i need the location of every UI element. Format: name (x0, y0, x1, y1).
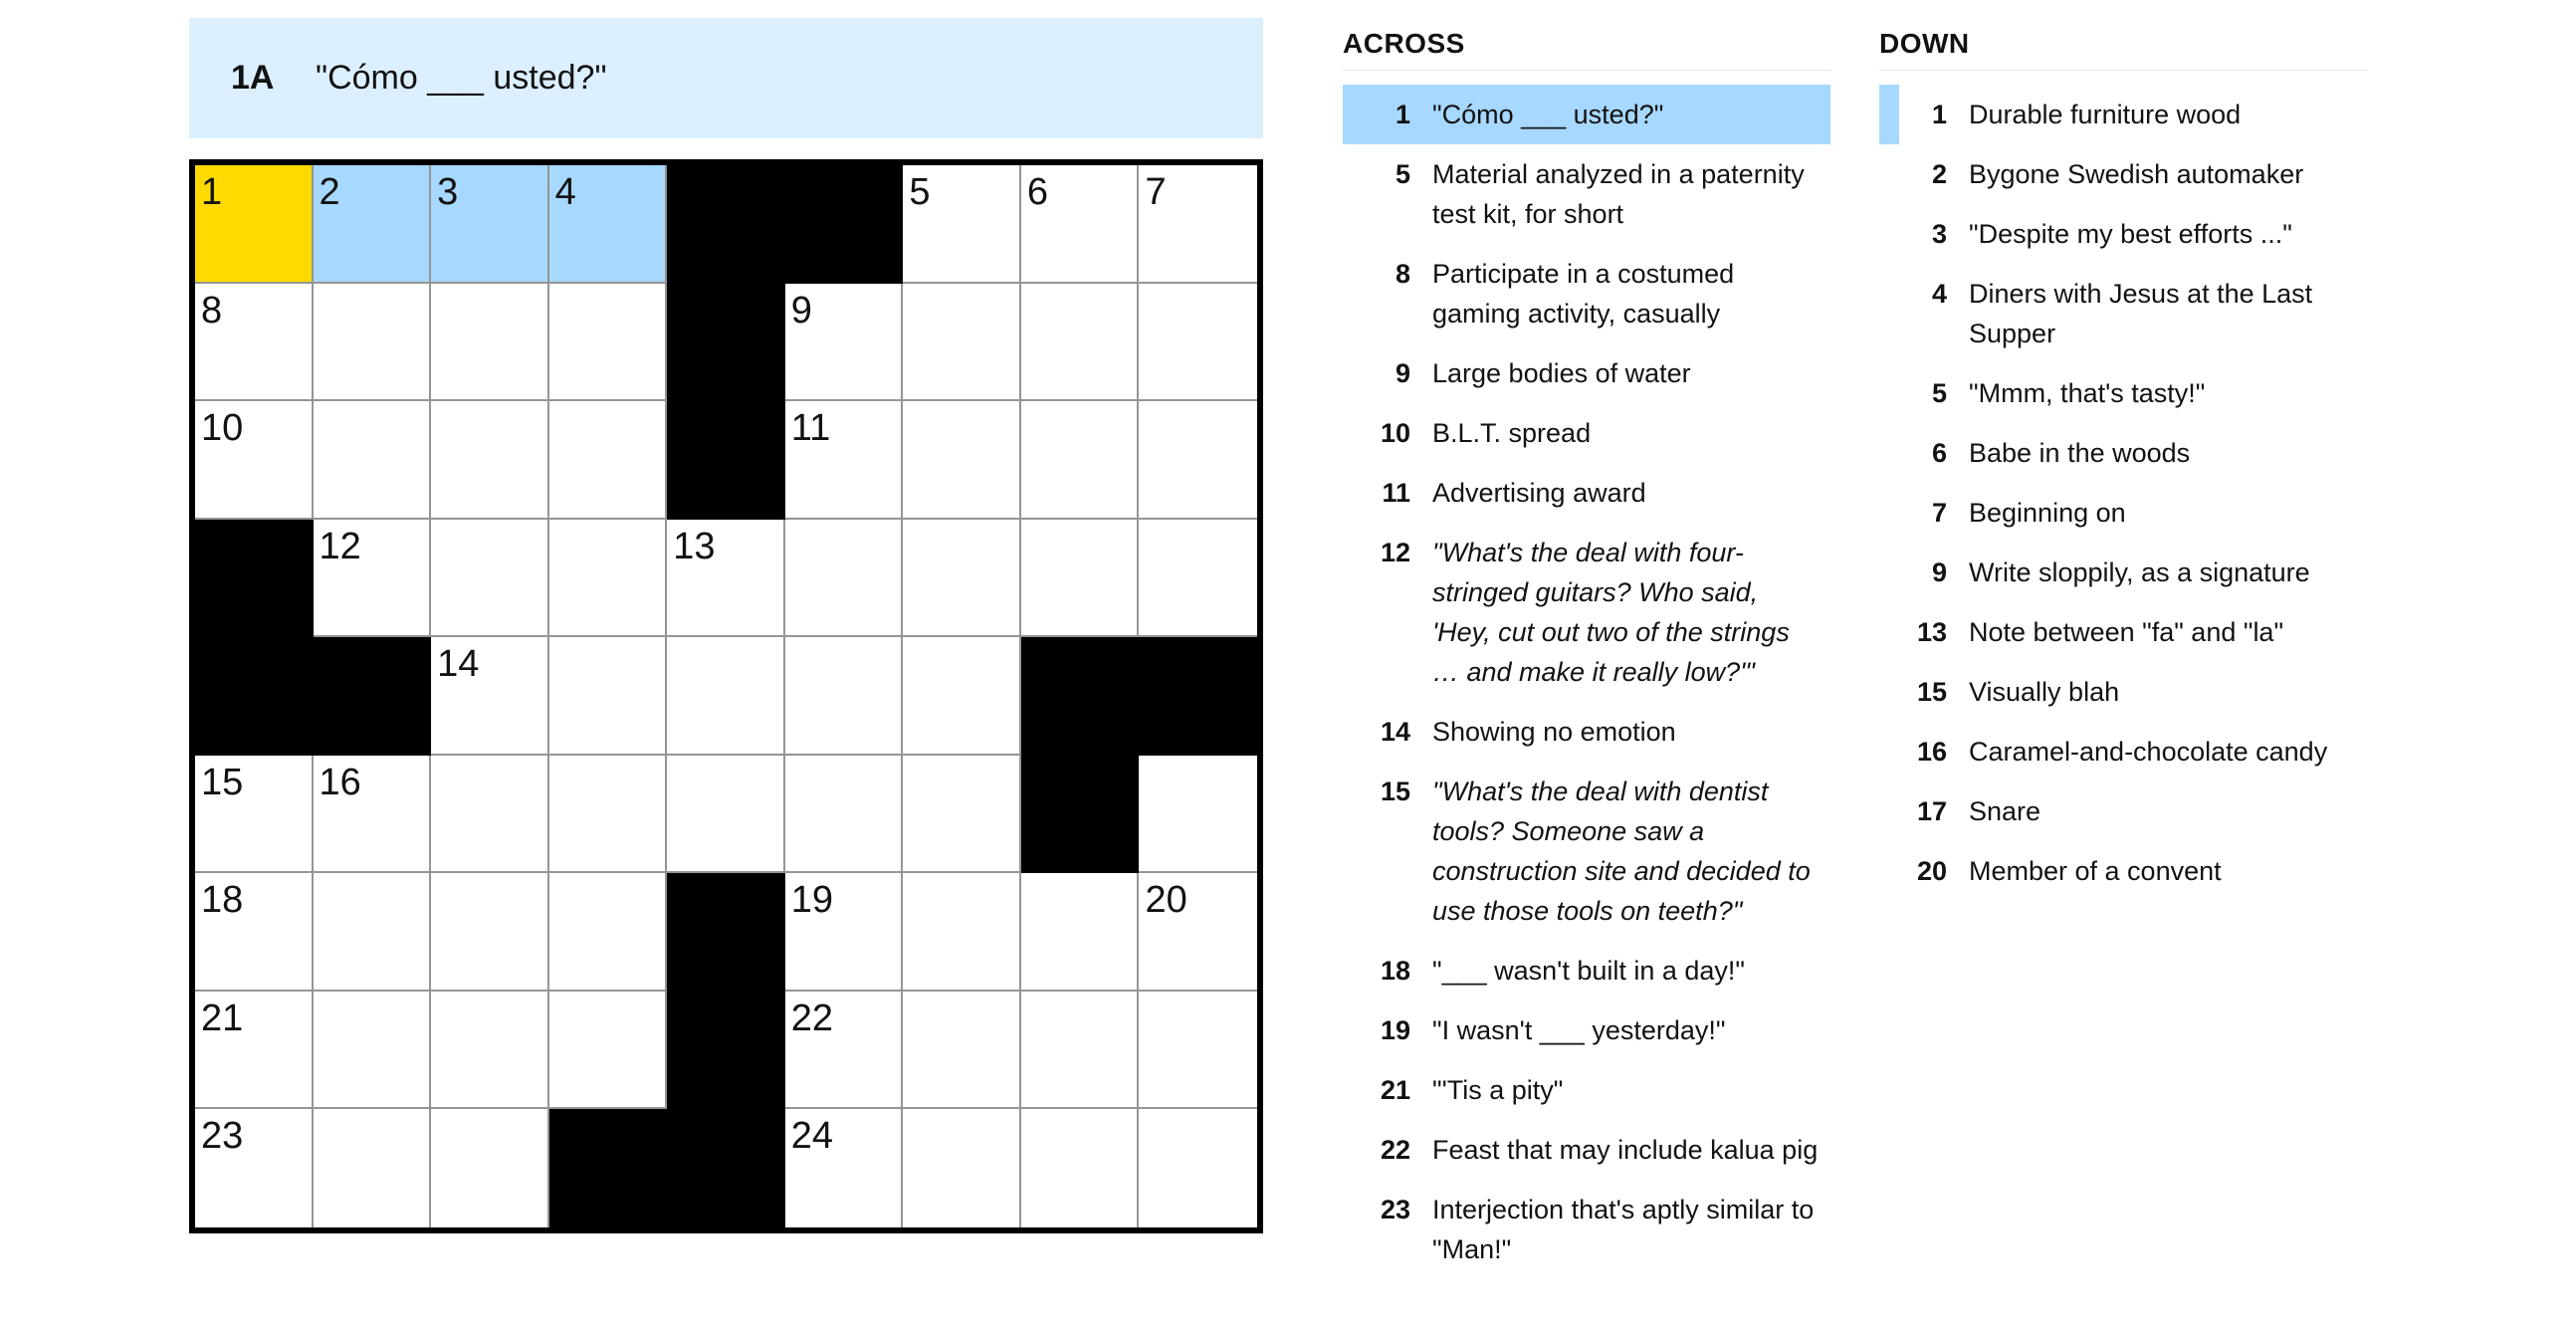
clue-text: Material analyzed in a paternity test kit, for short (1432, 159, 1805, 229)
down-clue-4[interactable] (1879, 264, 2367, 363)
clue-text: Write sloppily, as a signature (1969, 557, 2310, 587)
grid-cell[interactable] (1021, 1109, 1140, 1227)
clue-text: Caramel-and-chocolate candy (1969, 737, 2328, 767)
grid-cell[interactable] (667, 637, 785, 756)
across-clue-12[interactable] (1343, 523, 1830, 702)
grid-cell[interactable] (1021, 165, 1140, 284)
down-clue-1[interactable] (1879, 85, 2367, 144)
clue-number: 17 (1916, 796, 1947, 826)
cell-number: 16 (319, 761, 361, 803)
cell-number: 11 (790, 407, 831, 450)
clue-number: 12 (1380, 538, 1410, 567)
cell-number: 13 (673, 525, 716, 567)
clue-text: "Cómo ___ usted?" (1432, 100, 1664, 129)
grid-cell[interactable] (903, 637, 1021, 756)
cell-number: 22 (790, 997, 834, 1039)
current-clue-bar (189, 18, 1263, 138)
grid-cell[interactable] (785, 637, 904, 756)
black-square (1021, 637, 1140, 756)
black-square (667, 401, 785, 520)
down-clues (1879, 85, 2367, 901)
grid-cell[interactable] (785, 1109, 904, 1227)
clue-text: "What's the deal with four-stringed guitars? Who said, 'Hey, cut out two of the strings … and make it really low?'" (1432, 538, 1790, 687)
grid-cell[interactable] (785, 756, 904, 874)
black-square (1021, 756, 1140, 874)
down-clue-9[interactable] (1879, 543, 2367, 602)
grid-cell[interactable] (1139, 520, 1257, 638)
grid-cell[interactable] (549, 165, 668, 284)
across-clue-14[interactable] (1343, 702, 1830, 762)
grid-cell[interactable] (903, 401, 1021, 520)
clue-number: 16 (1916, 737, 1947, 767)
clue-text: Visually blah (1969, 677, 2120, 707)
grid-cell[interactable] (195, 992, 314, 1110)
down-clue-3[interactable] (1879, 204, 2367, 264)
clue-number: 20 (1916, 856, 1947, 886)
clue-number: 1 (1395, 100, 1410, 129)
grid-cell[interactable] (903, 992, 1021, 1110)
clue-number: 15 (1380, 776, 1410, 806)
grid-cell[interactable] (785, 284, 904, 402)
black-square (667, 992, 785, 1110)
clue-text: Large bodies of water (1432, 358, 1691, 388)
clue-number: 1 (1931, 100, 1947, 129)
grid-cell[interactable] (903, 520, 1021, 638)
clue-number: 4 (1931, 279, 1947, 309)
grid-cell[interactable] (431, 992, 549, 1110)
down-clue-20[interactable] (1879, 841, 2367, 901)
black-square (314, 637, 432, 756)
clue-text: Diners with Jesus at the Last Supper (1969, 279, 2313, 348)
cell-number: 15 (201, 761, 244, 803)
clue-text: "___ wasn't built in a day!" (1432, 956, 1746, 986)
cell-number: 4 (554, 171, 576, 213)
down-heading: DOWN (1879, 28, 2367, 71)
clue-text: "Despite my best efforts ..." (1969, 219, 2292, 249)
clue-number: 5 (1931, 378, 1947, 408)
grid-cell[interactable] (195, 401, 314, 520)
across-clue-10[interactable] (1343, 403, 1830, 463)
grid-cell[interactable] (1139, 756, 1257, 874)
grid-cell[interactable] (1139, 284, 1257, 402)
grid-cell[interactable] (903, 1109, 1021, 1227)
grid-cell[interactable] (1021, 992, 1140, 1110)
grid-cell[interactable] (195, 165, 314, 284)
grid-cell[interactable] (314, 992, 432, 1110)
clue-text: Interjection that's aptly similar to "Man!" (1432, 1195, 1815, 1264)
clue-number: 18 (1380, 956, 1410, 986)
down-clue-2[interactable] (1879, 144, 2367, 204)
clue-text: Member of a convent (1969, 856, 2222, 886)
cell-number: 8 (201, 289, 223, 332)
grid-cell[interactable] (195, 756, 314, 874)
across-clue-1[interactable] (1343, 85, 1830, 144)
grid-cell[interactable] (785, 520, 904, 638)
clue-number: 9 (1931, 557, 1947, 587)
clue-number: 8 (1395, 259, 1410, 289)
across-clue-19[interactable] (1343, 1000, 1830, 1060)
cell-number: 6 (1026, 171, 1049, 213)
grid-cell[interactable] (1021, 401, 1140, 520)
current-clue-number: 1A (231, 59, 275, 97)
clue-number: 22 (1380, 1135, 1410, 1165)
clue-number: 15 (1916, 677, 1947, 707)
grid-cell[interactable] (314, 165, 432, 284)
black-square (195, 520, 314, 638)
clue-number: 7 (1931, 498, 1947, 528)
grid-cell[interactable] (1021, 520, 1140, 638)
clue-text: "Mmm, that's tasty!" (1969, 378, 2206, 408)
clue-text: Advertising award (1432, 478, 1646, 508)
clue-number: 9 (1395, 358, 1410, 388)
clue-number: 11 (1382, 478, 1410, 508)
clue-number: 10 (1380, 418, 1410, 448)
current-clue-text: "Cómo ___ usted?" (316, 59, 607, 97)
cell-number: 23 (201, 1115, 244, 1158)
cell-number: 7 (1145, 171, 1167, 213)
grid-cell[interactable] (195, 284, 314, 402)
grid-cell[interactable] (1139, 165, 1257, 284)
cell-number: 1 (201, 171, 223, 213)
clue-number: 5 (1395, 159, 1410, 189)
grid-cell[interactable] (903, 165, 1021, 284)
grid-cell[interactable] (431, 284, 549, 402)
grid-cell[interactable] (1139, 401, 1257, 520)
grid-cell[interactable] (314, 756, 432, 874)
down-clue-5[interactable] (1879, 363, 2367, 423)
grid-cell[interactable] (195, 873, 314, 992)
grid-cell[interactable] (549, 637, 668, 756)
grid-cell[interactable] (431, 756, 549, 874)
down-clue-17[interactable] (1879, 781, 2367, 841)
grid-cell[interactable] (903, 756, 1021, 874)
across-clue-23[interactable] (1343, 1180, 1830, 1279)
clue-text: Note between "fa" and "la" (1969, 617, 2284, 647)
black-square (549, 1109, 668, 1227)
clue-text: Showing no emotion (1432, 717, 1676, 747)
across-clue-9[interactable] (1343, 343, 1830, 403)
clue-number: 21 (1380, 1075, 1410, 1105)
grid-cell[interactable] (314, 1109, 432, 1227)
cell-number: 14 (437, 643, 480, 686)
grid-cell[interactable] (785, 873, 904, 992)
grid-cell[interactable] (1021, 284, 1140, 402)
grid-cell[interactable] (667, 520, 785, 638)
cell-number: 2 (319, 171, 340, 213)
clue-number: 19 (1380, 1015, 1410, 1045)
black-square (667, 1109, 785, 1227)
across-clue-8[interactable] (1343, 244, 1830, 343)
grid-cell[interactable] (903, 873, 1021, 992)
cell-number: 10 (201, 407, 244, 450)
cell-number: 3 (437, 171, 459, 213)
across-clue-11[interactable] (1343, 463, 1830, 523)
grid-cell[interactable] (785, 992, 904, 1110)
grid-cell[interactable] (314, 284, 432, 402)
grid-cell[interactable] (1139, 873, 1257, 992)
black-square (667, 165, 785, 284)
clue-text: "'Tis a pity" (1432, 1075, 1564, 1105)
clue-text: Feast that may include kalua pig (1432, 1135, 1819, 1165)
clue-text: B.L.T. spread (1432, 418, 1592, 448)
grid-cell[interactable] (314, 873, 432, 992)
down-clue-6[interactable] (1879, 423, 2367, 483)
down-clue-15[interactable] (1879, 662, 2367, 722)
black-square (667, 873, 785, 992)
grid-cell[interactable] (549, 401, 668, 520)
grid-cell[interactable] (314, 520, 432, 638)
clue-number: 3 (1931, 219, 1947, 249)
clue-number: 23 (1380, 1195, 1410, 1224)
clue-text: Participate in a costumed gaming activity, casually (1432, 259, 1735, 329)
clue-text: "I wasn't ___ yesterday!" (1432, 1015, 1726, 1045)
down-clue-7[interactable] (1879, 483, 2367, 543)
clue-text: Snare (1969, 796, 2041, 826)
grid-cell[interactable] (549, 992, 668, 1110)
grid-cell[interactable] (549, 284, 668, 402)
down-clue-13[interactable] (1879, 602, 2367, 662)
grid-cell[interactable] (431, 401, 549, 520)
grid-cell[interactable] (1139, 1109, 1257, 1227)
grid-cell[interactable] (549, 873, 668, 992)
grid-cell[interactable] (667, 756, 785, 874)
clue-text: Beginning on (1969, 498, 2126, 528)
clue-text: Bygone Swedish automaker (1969, 159, 2304, 189)
cell-number: 21 (201, 997, 244, 1039)
cell-number: 12 (319, 525, 361, 567)
black-square (785, 165, 904, 284)
clue-number: 13 (1916, 617, 1947, 647)
cell-number: 20 (1145, 879, 1187, 922)
cell-number: 5 (909, 171, 931, 213)
across-clue-21[interactable] (1343, 1060, 1830, 1120)
clue-number: 2 (1931, 159, 1947, 189)
grid-cell[interactable] (195, 1109, 314, 1227)
grid-cell[interactable] (431, 165, 549, 284)
across-clue-5[interactable] (1343, 144, 1830, 244)
black-square (667, 284, 785, 402)
grid-cell[interactable] (903, 284, 1021, 402)
grid-cell[interactable] (431, 637, 549, 756)
black-square (1139, 637, 1257, 756)
grid-cell[interactable] (431, 1109, 549, 1227)
clue-text: Babe in the woods (1969, 438, 2191, 468)
clue-number: 6 (1931, 438, 1947, 468)
crossword-grid (189, 159, 1263, 1233)
grid-cell[interactable] (549, 520, 668, 638)
cell-number: 24 (790, 1115, 834, 1158)
across-clue-22[interactable] (1343, 1120, 1830, 1180)
cell-number: 19 (790, 879, 834, 922)
black-square (195, 637, 314, 756)
grid-cell[interactable] (1139, 992, 1257, 1110)
down-clue-16[interactable] (1879, 722, 2367, 781)
down-clue-list (1879, 28, 2367, 901)
across-heading: ACROSS (1343, 28, 1830, 71)
clue-text: Durable furniture wood (1969, 100, 2242, 129)
grid-cell[interactable] (314, 401, 432, 520)
grid-cell[interactable] (549, 756, 668, 874)
grid-cell[interactable] (431, 873, 549, 992)
cell-number: 9 (790, 289, 812, 332)
across-clue-list (1343, 28, 1830, 1279)
cell-number: 18 (201, 879, 244, 922)
clue-text: "What's the deal with dentist tools? Someone saw a construction site and decided to use those tools on teeth?" (1432, 776, 1811, 926)
grid-cell[interactable] (785, 401, 904, 520)
across-clue-15[interactable] (1343, 762, 1830, 941)
grid-cell[interactable] (1021, 873, 1140, 992)
across-clues (1343, 85, 1830, 1279)
across-clue-18[interactable] (1343, 941, 1830, 1000)
clue-number: 14 (1380, 717, 1410, 747)
grid-cell[interactable] (431, 520, 549, 638)
